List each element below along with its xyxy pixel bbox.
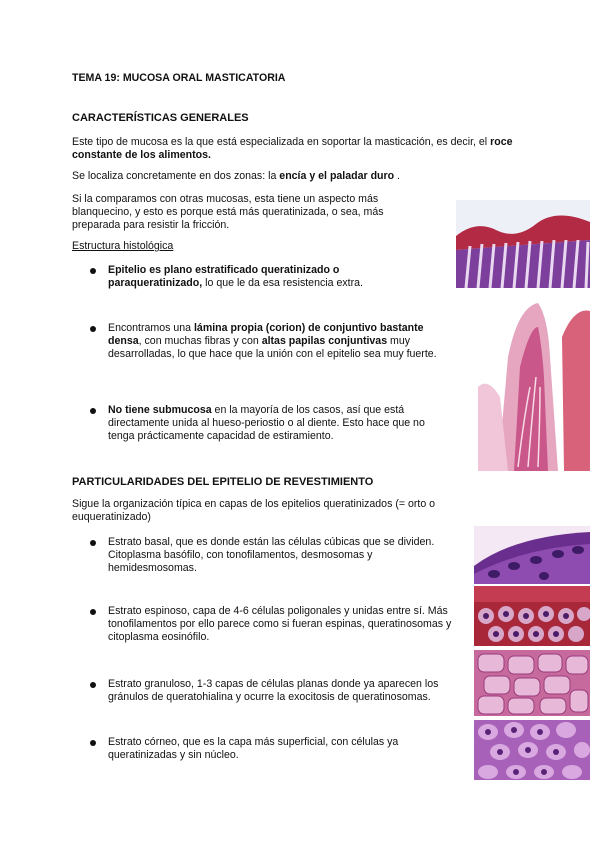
section-heading-general: CARACTERÍSTICAS GENERALES (72, 112, 249, 124)
bullet-lamina-propria: Encontramos una lámina propia (corion) de conjuntivo bastante densa, con muchas fibras y con altas papilas conjuntivas muy desarrolladas, lo que hace que la unión con el epitelio sea muy fuerte. (108, 322, 437, 360)
histology-gingiva-image (478, 297, 590, 471)
section-heading-epithelium: PARTICULARIDADES DEL EPITELIO DE REVESTIMIENTO (72, 476, 374, 488)
bullet-dot (90, 268, 96, 274)
bullet-submucosa: No tiene submucosa en la mayoría de los casos, así que está directamente unida al hueso-periostio o al diente. Esto hace que no tenga prácticamente capacidad de estiramiento. (108, 404, 425, 442)
bullet-dot (90, 540, 96, 546)
bullet-dot (90, 408, 96, 414)
stratum-granulosum-image (474, 650, 590, 716)
bullet-stratum-granulosum: Estrato granuloso, 1-3 capas de células planas donde ya aparecen los gránulos de queratohialina y ocurre la exocitosis de queratinosomas. (108, 678, 439, 703)
bullet-dot (90, 740, 96, 746)
paragraph-appearance: Si la comparamos con otras mucosas, esta tiene un aspecto más blanquecino, y esto es porque está más queratinizada, o sea, más preparada para resistir la fricción. (72, 193, 384, 231)
subheading-structure: Estructura histológica (72, 240, 174, 252)
bullet-epithelium: Epitelio es plano estratificado queratinizado o paraqueratinizado, lo que le da esa resistencia extra. (108, 264, 363, 289)
paragraph-location: Se localiza concretamente en dos zonas: la encía y el paladar duro . (72, 170, 400, 182)
stratum-basale-image (474, 526, 590, 584)
page-title: TEMA 19: MUCOSA ORAL MASTICATORIA (72, 72, 286, 84)
paragraph-organization: Sigue la organización típica en capas de los epitelios queratinizados (= orto o euqueratinizado) (72, 498, 436, 523)
bullet-stratum-spinosum: Estrato espinoso, capa de 4-6 células poligonales y unidas entre sí. Más tonofilamentos por ello parece como si fueran espinas, queratinosomas y citoplasma eosinófilo. (108, 605, 452, 643)
bullet-dot (90, 682, 96, 688)
histology-papillae-image (456, 200, 590, 288)
stratum-spinosum-image (474, 586, 590, 646)
bullet-dot (90, 609, 96, 615)
bullet-stratum-basale: Estrato basal, que es donde están las células cúbicas que se dividen. Citoplasma basófilo, con tonofilamentos, desmosomas y hemidesmosomas. (108, 536, 435, 574)
paragraph-definition: Este tipo de mucosa es la que está especializada en soportar la masticación, es decir, el roce constante de los alimentos. (72, 136, 513, 161)
stratum-corneum-image (474, 720, 590, 780)
bullet-dot (90, 326, 96, 332)
bullet-stratum-corneum: Estrato córneo, que es la capa más superficial, con células ya queratinizadas y sin núcleo. (108, 736, 399, 761)
